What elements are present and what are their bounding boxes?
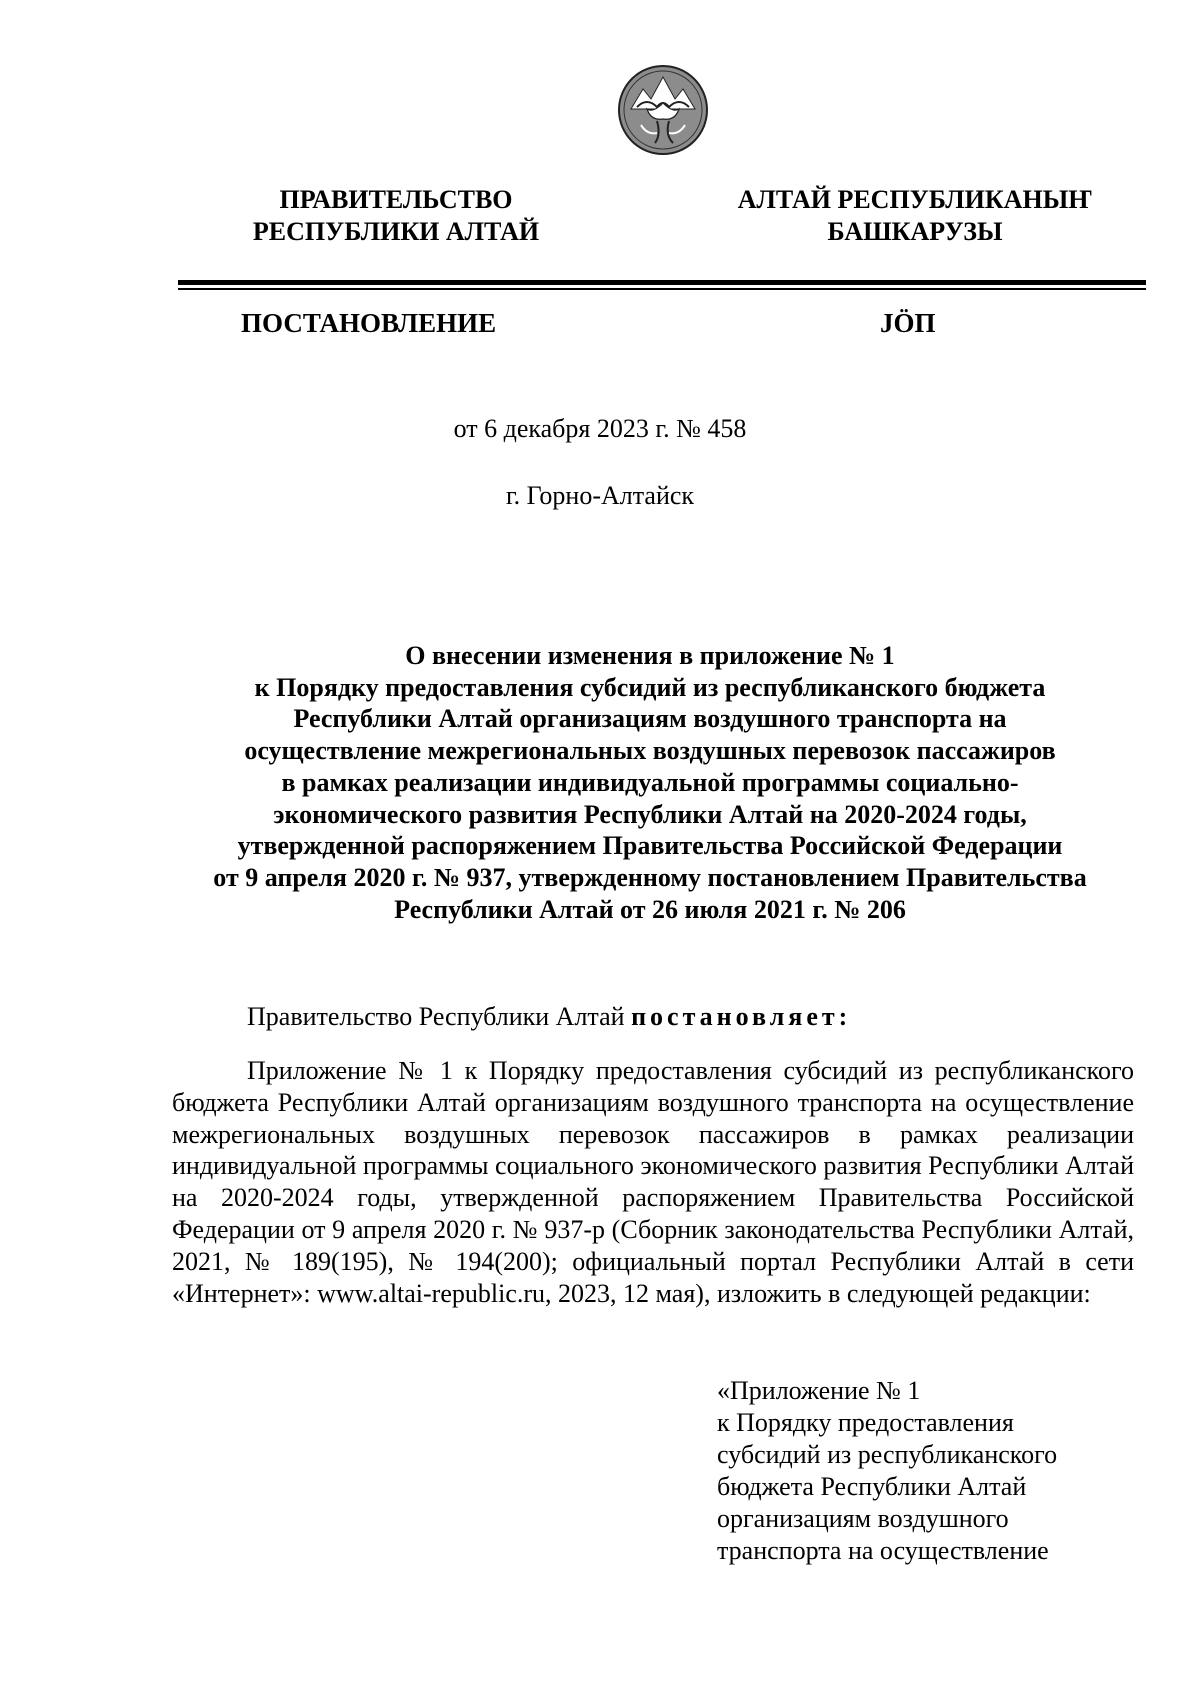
title-line: от 9 апреля 2020 г. № 937, утвержденному постановлением Правительства [213, 862, 1087, 892]
header-left [220, 184, 572, 248]
doc-type-altai: JӦП [880, 308, 936, 338]
title-line: Республики Алтай организациям воздушного транспорта на [293, 704, 1007, 734]
coat-of-arms-emblem [617, 63, 709, 157]
doc-type-russian: ПОСТАНОВЛЕНИЕ [241, 308, 497, 338]
decree-statement [247, 1001, 851, 1033]
city-line: г. Горно-Алтайск [505, 481, 695, 510]
title-line: осуществление межрегиональных воздушных перевозок пассажиров [244, 736, 1056, 766]
appendix-line: бюджета Республики Алтай [717, 1472, 1027, 1501]
header-left-line: ПРАВИТЕЛЬСТВО [279, 185, 513, 214]
document-title [160, 640, 1140, 925]
header-left-line: РЕСПУБЛИКИ АЛТАЙ [252, 217, 540, 246]
header-right-line: АЛТАЙ РЕСПУБЛИКАНЫҤ [737, 185, 1093, 214]
appendix-line: к Порядку предоставления [717, 1408, 1014, 1437]
title-line: Республики Алтай от 26 июля 2021 г. № 206 [394, 894, 906, 924]
header-divider-thin [178, 288, 1146, 290]
date-line: от 6 декабря 2023 г. № 458 [453, 414, 747, 443]
appendix-line: субсидий из республиканского [717, 1440, 1058, 1469]
appendix-line: транспорта на осуществление [717, 1536, 1049, 1565]
body-paragraph: Приложение № 1 к Порядку предоставления субсидий из республиканского бюджета Республики Алтай организациям воздушного транспорта на осуществление межрегиональных воздушных перевозок пассажиров в рамках реализации индивидуальной программы социального экономического развития Республики Алтай на 2020-2024 годы, утвержденной распоряжением Правительства Российской Федерации от 9 апреля 2020 г. № 937-р (Сборник законодательства Республики Алтай, 2021, № 189(195), № 194(200); официальный портал Республики Алтай в сети «Интернет»: www.altai-republic.ru, 2023, 12 мая), изложить в следующей редакции: [172, 1056, 1134, 1308]
appendix-heading [717, 1375, 1057, 1567]
appendix-line: организациям воздушного [717, 1504, 1009, 1533]
title-line: утвержденной распоряжением Правительства Российской Федерации [237, 831, 1063, 861]
header-divider-thick [178, 280, 1146, 285]
header-right [715, 184, 1115, 248]
title-line: к Порядку предоставления субсидий из республиканского бюджета [254, 672, 1046, 702]
appendix-line: «Приложение № 1 [717, 1376, 921, 1405]
title-line: О внесении изменения в приложение № 1 [405, 641, 895, 670]
title-line: экономического развития Республики Алтай на 2020-2024 годы, [273, 799, 1027, 829]
decree-verb: постановляет: [631, 1002, 852, 1031]
decree-subject: Правительство Республики Алтай [247, 1002, 625, 1031]
title-line: в рамках реализации индивидуальной программы социально- [281, 767, 1019, 797]
header-right-line: БАШКАРУЗЫ [827, 217, 1003, 246]
